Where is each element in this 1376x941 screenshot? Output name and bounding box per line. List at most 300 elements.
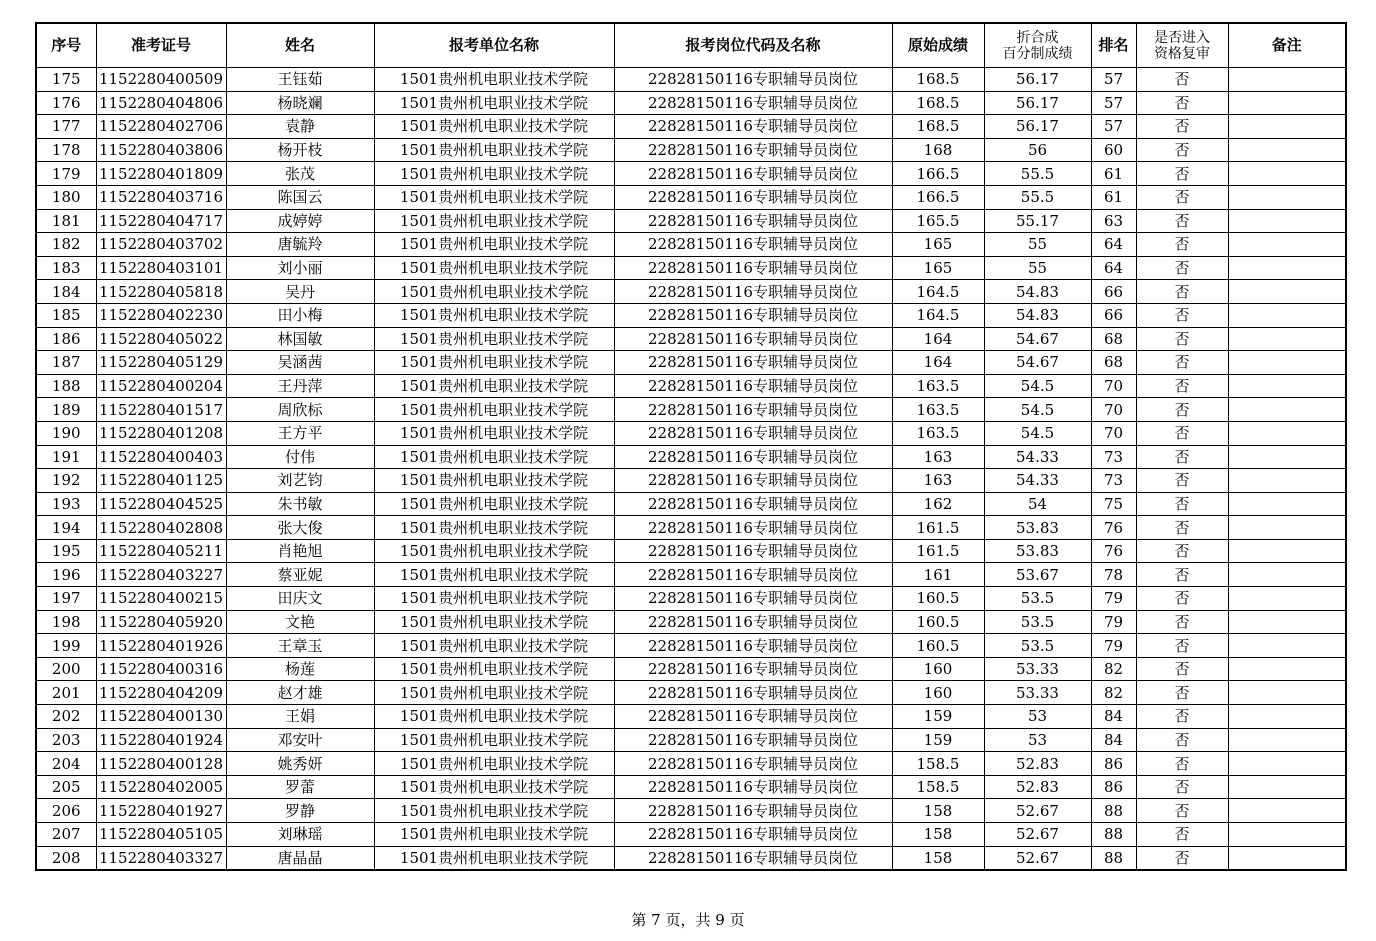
cell-review: 否: [1136, 185, 1228, 209]
table-body: [36, 68, 1346, 871]
cell-remark: [1228, 752, 1346, 776]
cell-pct-score: 55.5: [984, 185, 1091, 209]
table-row: [36, 657, 1346, 681]
cell-seq: 177: [36, 115, 96, 139]
cell-ticket: 1152280400316: [96, 657, 226, 681]
score-table: [35, 22, 1347, 871]
cell-remark: [1228, 115, 1346, 139]
cell-pct-score: 53.83: [984, 516, 1091, 540]
cell-raw-score: 160: [892, 681, 984, 705]
cell-review: 否: [1136, 233, 1228, 257]
cell-pct-score: 56.17: [984, 91, 1091, 115]
cell-raw-score: 164: [892, 351, 984, 375]
table-row: [36, 303, 1346, 327]
cell-pct-score: 53.83: [984, 539, 1091, 563]
cell-name: 刘小丽: [226, 256, 374, 280]
cell-unit: 1501贵州机电职业技术学院: [374, 681, 614, 705]
cell-remark: [1228, 469, 1346, 493]
cell-raw-score: 164.5: [892, 280, 984, 304]
cell-ticket: 1152280401809: [96, 162, 226, 186]
cell-remark: [1228, 445, 1346, 469]
cell-remark: [1228, 799, 1346, 823]
cell-raw-score: 158.5: [892, 775, 984, 799]
table-row: [36, 68, 1346, 92]
cell-review: 否: [1136, 775, 1228, 799]
cell-name: 赵才雄: [226, 681, 374, 705]
cell-review: 否: [1136, 68, 1228, 92]
cell-position: 22828150116专职辅导员岗位: [614, 327, 892, 351]
cell-name: 张大俊: [226, 516, 374, 540]
cell-name: 杨晓斓: [226, 91, 374, 115]
table-row: [36, 823, 1346, 847]
cell-review: 否: [1136, 587, 1228, 611]
table-row: [36, 138, 1346, 162]
cell-raw-score: 158: [892, 823, 984, 847]
cell-pct-score: 56: [984, 138, 1091, 162]
cell-remark: [1228, 610, 1346, 634]
cell-review: 否: [1136, 752, 1228, 776]
cell-name: 唐晶晶: [226, 846, 374, 870]
cell-ticket: 1152280400130: [96, 705, 226, 729]
table-row: [36, 799, 1346, 823]
cell-seq: 205: [36, 775, 96, 799]
cell-rank: 79: [1091, 634, 1136, 658]
cell-remark: [1228, 209, 1346, 233]
cell-name: 王娟: [226, 705, 374, 729]
cell-unit: 1501贵州机电职业技术学院: [374, 421, 614, 445]
cell-pct-score: 53.67: [984, 563, 1091, 587]
cell-rank: 64: [1091, 233, 1136, 257]
cell-review: 否: [1136, 256, 1228, 280]
cell-name: 朱书敏: [226, 492, 374, 516]
cell-rank: 73: [1091, 445, 1136, 469]
cell-ticket: 1152280400215: [96, 587, 226, 611]
cell-remark: [1228, 634, 1346, 658]
cell-rank: 61: [1091, 162, 1136, 186]
cell-unit: 1501贵州机电职业技术学院: [374, 115, 614, 139]
table-row: [36, 610, 1346, 634]
cell-ticket: 1152280402706: [96, 115, 226, 139]
cell-unit: 1501贵州机电职业技术学院: [374, 657, 614, 681]
cell-unit: 1501贵州机电职业技术学院: [374, 351, 614, 375]
cell-name: 罗蕾: [226, 775, 374, 799]
cell-seq: 179: [36, 162, 96, 186]
cell-pct-score: 52.83: [984, 752, 1091, 776]
cell-unit: 1501贵州机电职业技术学院: [374, 492, 614, 516]
cell-position: 22828150116专职辅导员岗位: [614, 209, 892, 233]
cell-unit: 1501贵州机电职业技术学院: [374, 374, 614, 398]
cell-remark: [1228, 681, 1346, 705]
cell-rank: 66: [1091, 303, 1136, 327]
cell-unit: 1501贵州机电职业技术学院: [374, 516, 614, 540]
cell-rank: 88: [1091, 846, 1136, 870]
cell-position: 22828150116专职辅导员岗位: [614, 162, 892, 186]
cell-remark: [1228, 327, 1346, 351]
cell-seq: 194: [36, 516, 96, 540]
cell-unit: 1501贵州机电职业技术学院: [374, 209, 614, 233]
cell-name: 成婷婷: [226, 209, 374, 233]
cell-rank: 66: [1091, 280, 1136, 304]
cell-review: 否: [1136, 138, 1228, 162]
cell-remark: [1228, 728, 1346, 752]
cell-unit: 1501贵州机电职业技术学院: [374, 823, 614, 847]
cell-seq: 199: [36, 634, 96, 658]
cell-ticket: 1152280405211: [96, 539, 226, 563]
cell-ticket: 1152280400204: [96, 374, 226, 398]
cell-seq: 187: [36, 351, 96, 375]
cell-position: 22828150116专职辅导员岗位: [614, 91, 892, 115]
cell-pct-score: 53.5: [984, 634, 1091, 658]
cell-seq: 181: [36, 209, 96, 233]
cell-name: 王钰茹: [226, 68, 374, 92]
cell-unit: 1501贵州机电职业技术学院: [374, 539, 614, 563]
cell-rank: 86: [1091, 752, 1136, 776]
cell-remark: [1228, 256, 1346, 280]
cell-seq: 202: [36, 705, 96, 729]
cell-pct-score: 52.67: [984, 823, 1091, 847]
cell-seq: 180: [36, 185, 96, 209]
cell-unit: 1501贵州机电职业技术学院: [374, 91, 614, 115]
cell-position: 22828150116专职辅导员岗位: [614, 492, 892, 516]
cell-seq: 192: [36, 469, 96, 493]
cell-rank: 70: [1091, 398, 1136, 422]
table-row: [36, 516, 1346, 540]
cell-position: 22828150116专职辅导员岗位: [614, 516, 892, 540]
header-rank: 排名: [1091, 23, 1136, 68]
cell-pct-score: 52.83: [984, 775, 1091, 799]
cell-seq: 207: [36, 823, 96, 847]
cell-review: 否: [1136, 398, 1228, 422]
cell-raw-score: 164: [892, 327, 984, 351]
cell-raw-score: 163.5: [892, 421, 984, 445]
table-row: [36, 752, 1346, 776]
cell-rank: 88: [1091, 799, 1136, 823]
cell-remark: [1228, 68, 1346, 92]
cell-pct-score: 54: [984, 492, 1091, 516]
cell-raw-score: 164.5: [892, 303, 984, 327]
cell-review: 否: [1136, 634, 1228, 658]
cell-review: 否: [1136, 469, 1228, 493]
cell-raw-score: 165: [892, 256, 984, 280]
cell-rank: 84: [1091, 728, 1136, 752]
cell-raw-score: 168.5: [892, 115, 984, 139]
cell-name: 王章玉: [226, 634, 374, 658]
cell-ticket: 1152280404525: [96, 492, 226, 516]
cell-seq: 183: [36, 256, 96, 280]
cell-unit: 1501贵州机电职业技术学院: [374, 775, 614, 799]
cell-raw-score: 165: [892, 233, 984, 257]
cell-remark: [1228, 846, 1346, 870]
cell-unit: 1501贵州机电职业技术学院: [374, 752, 614, 776]
cell-review: 否: [1136, 681, 1228, 705]
cell-rank: 78: [1091, 563, 1136, 587]
cell-name: 王丹萍: [226, 374, 374, 398]
cell-seq: 188: [36, 374, 96, 398]
cell-seq: 175: [36, 68, 96, 92]
header-seq: 序号: [36, 23, 96, 68]
cell-name: 刘琳瑶: [226, 823, 374, 847]
cell-review: 否: [1136, 492, 1228, 516]
cell-seq: 184: [36, 280, 96, 304]
cell-name: 吴涵茜: [226, 351, 374, 375]
cell-review: 否: [1136, 162, 1228, 186]
cell-unit: 1501贵州机电职业技术学院: [374, 610, 614, 634]
table-row: [36, 209, 1346, 233]
cell-unit: 1501贵州机电职业技术学院: [374, 398, 614, 422]
cell-position: 22828150116专职辅导员岗位: [614, 563, 892, 587]
cell-remark: [1228, 280, 1346, 304]
table-row: [36, 185, 1346, 209]
cell-remark: [1228, 705, 1346, 729]
cell-remark: [1228, 91, 1346, 115]
cell-rank: 76: [1091, 516, 1136, 540]
cell-pct-score: 55: [984, 233, 1091, 257]
table-row: [36, 469, 1346, 493]
cell-remark: [1228, 185, 1346, 209]
cell-remark: [1228, 657, 1346, 681]
cell-unit: 1501贵州机电职业技术学院: [374, 68, 614, 92]
cell-position: 22828150116专职辅导员岗位: [614, 705, 892, 729]
cell-ticket: 1152280401926: [96, 634, 226, 658]
cell-seq: 196: [36, 563, 96, 587]
cell-pct-score: 53.5: [984, 587, 1091, 611]
cell-review: 否: [1136, 115, 1228, 139]
cell-pct-score: 54.83: [984, 303, 1091, 327]
cell-review: 否: [1136, 445, 1228, 469]
cell-ticket: 1152280401924: [96, 728, 226, 752]
cell-ticket: 1152280402005: [96, 775, 226, 799]
cell-name: 田庆文: [226, 587, 374, 611]
cell-remark: [1228, 563, 1346, 587]
cell-position: 22828150116专职辅导员岗位: [614, 280, 892, 304]
cell-review: 否: [1136, 516, 1228, 540]
cell-ticket: 1152280401208: [96, 421, 226, 445]
cell-ticket: 1152280404717: [96, 209, 226, 233]
cell-remark: [1228, 492, 1346, 516]
cell-position: 22828150116专职辅导员岗位: [614, 303, 892, 327]
header-ticket: 准考证号: [96, 23, 226, 68]
cell-seq: 191: [36, 445, 96, 469]
cell-raw-score: 168: [892, 138, 984, 162]
cell-seq: 189: [36, 398, 96, 422]
table-row: [36, 563, 1346, 587]
cell-ticket: 1152280403101: [96, 256, 226, 280]
table-row: [36, 775, 1346, 799]
cell-remark: [1228, 823, 1346, 847]
cell-review: 否: [1136, 327, 1228, 351]
cell-position: 22828150116专职辅导员岗位: [614, 681, 892, 705]
cell-pct-score: 54.83: [984, 280, 1091, 304]
header-review-line1: 是否进入: [1154, 29, 1210, 46]
cell-ticket: 1152280401927: [96, 799, 226, 823]
cell-seq: 200: [36, 657, 96, 681]
cell-name: 袁静: [226, 115, 374, 139]
page-footer: 第 7 页，共 9 页: [631, 911, 745, 929]
cell-ticket: 1152280403806: [96, 138, 226, 162]
cell-raw-score: 159: [892, 728, 984, 752]
cell-unit: 1501贵州机电职业技术学院: [374, 728, 614, 752]
cell-pct-score: 55: [984, 256, 1091, 280]
cell-remark: [1228, 351, 1346, 375]
cell-position: 22828150116专职辅导员岗位: [614, 823, 892, 847]
header-raw-score: 原始成绩: [892, 23, 984, 68]
cell-unit: 1501贵州机电职业技术学院: [374, 846, 614, 870]
cell-position: 22828150116专职辅导员岗位: [614, 421, 892, 445]
cell-position: 22828150116专职辅导员岗位: [614, 539, 892, 563]
cell-review: 否: [1136, 610, 1228, 634]
cell-rank: 57: [1091, 68, 1136, 92]
cell-rank: 82: [1091, 657, 1136, 681]
cell-position: 22828150116专职辅导员岗位: [614, 657, 892, 681]
table-row: [36, 327, 1346, 351]
cell-raw-score: 168.5: [892, 68, 984, 92]
cell-rank: 68: [1091, 351, 1136, 375]
cell-unit: 1501贵州机电职业技术学院: [374, 634, 614, 658]
cell-position: 22828150116专职辅导员岗位: [614, 138, 892, 162]
table-row: [36, 115, 1346, 139]
cell-position: 22828150116专职辅导员岗位: [614, 610, 892, 634]
cell-pct-score: 54.33: [984, 445, 1091, 469]
cell-pct-score: 56.17: [984, 68, 1091, 92]
cell-pct-score: 53.33: [984, 657, 1091, 681]
cell-pct-score: 54.33: [984, 469, 1091, 493]
cell-rank: 82: [1091, 681, 1136, 705]
cell-raw-score: 168.5: [892, 91, 984, 115]
table-row: [36, 492, 1346, 516]
cell-review: 否: [1136, 91, 1228, 115]
cell-rank: 68: [1091, 327, 1136, 351]
table-row: [36, 421, 1346, 445]
cell-ticket: 1152280402230: [96, 303, 226, 327]
cell-ticket: 1152280405818: [96, 280, 226, 304]
cell-unit: 1501贵州机电职业技术学院: [374, 303, 614, 327]
header-row: [36, 23, 1346, 68]
cell-ticket: 1152280400403: [96, 445, 226, 469]
cell-pct-score: 55.5: [984, 162, 1091, 186]
cell-seq: 182: [36, 233, 96, 257]
cell-pct-score: 54.5: [984, 374, 1091, 398]
cell-ticket: 1152280400128: [96, 752, 226, 776]
table-row: [36, 634, 1346, 658]
cell-seq: 198: [36, 610, 96, 634]
cell-position: 22828150116专职辅导员岗位: [614, 587, 892, 611]
cell-ticket: 1152280404806: [96, 91, 226, 115]
cell-position: 22828150116专职辅导员岗位: [614, 351, 892, 375]
cell-position: 22828150116专职辅导员岗位: [614, 752, 892, 776]
cell-rank: 57: [1091, 115, 1136, 139]
cell-name: 林国敏: [226, 327, 374, 351]
cell-raw-score: 160.5: [892, 634, 984, 658]
cell-review: 否: [1136, 421, 1228, 445]
cell-seq: 197: [36, 587, 96, 611]
cell-seq: 201: [36, 681, 96, 705]
table-row: [36, 728, 1346, 752]
cell-ticket: 1152280405129: [96, 351, 226, 375]
cell-unit: 1501贵州机电职业技术学院: [374, 162, 614, 186]
cell-pct-score: 54.5: [984, 421, 1091, 445]
cell-pct-score: 53.33: [984, 681, 1091, 705]
cell-position: 22828150116专职辅导员岗位: [614, 374, 892, 398]
cell-review: 否: [1136, 728, 1228, 752]
cell-name: 王方平: [226, 421, 374, 445]
header-pct-score-line2: 百分制成绩: [1002, 45, 1073, 62]
cell-review: 否: [1136, 823, 1228, 847]
table-row: [36, 280, 1346, 304]
table-row: [36, 233, 1346, 257]
cell-ticket: 1152280405022: [96, 327, 226, 351]
cell-name: 田小梅: [226, 303, 374, 327]
cell-position: 22828150116专职辅导员岗位: [614, 799, 892, 823]
cell-unit: 1501贵州机电职业技术学院: [374, 445, 614, 469]
cell-position: 22828150116专职辅导员岗位: [614, 233, 892, 257]
cell-position: 22828150116专职辅导员岗位: [614, 728, 892, 752]
cell-position: 22828150116专职辅导员岗位: [614, 469, 892, 493]
table-row: [36, 539, 1346, 563]
cell-pct-score: 54.67: [984, 327, 1091, 351]
header-review-line2: 资格复审: [1154, 45, 1210, 62]
cell-name: 张茂: [226, 162, 374, 186]
cell-name: 陈国云: [226, 185, 374, 209]
cell-position: 22828150116专职辅导员岗位: [614, 115, 892, 139]
table-row: [36, 846, 1346, 870]
cell-remark: [1228, 587, 1346, 611]
header-unit: 报考单位名称: [374, 23, 614, 68]
cell-seq: 204: [36, 752, 96, 776]
cell-raw-score: 160.5: [892, 610, 984, 634]
cell-rank: 64: [1091, 256, 1136, 280]
header-position: 报考岗位代码及名称: [614, 23, 892, 68]
cell-review: 否: [1136, 280, 1228, 304]
cell-position: 22828150116专职辅导员岗位: [614, 634, 892, 658]
cell-pct-score: 53: [984, 705, 1091, 729]
cell-raw-score: 163: [892, 469, 984, 493]
table-row: [36, 705, 1346, 729]
cell-ticket: 1152280404209: [96, 681, 226, 705]
cell-rank: 76: [1091, 539, 1136, 563]
cell-pct-score: 56.17: [984, 115, 1091, 139]
cell-raw-score: 163.5: [892, 374, 984, 398]
table-row: [36, 374, 1346, 398]
cell-ticket: 1152280403227: [96, 563, 226, 587]
cell-name: 肖艳旭: [226, 539, 374, 563]
cell-seq: 206: [36, 799, 96, 823]
cell-pct-score: 55.17: [984, 209, 1091, 233]
cell-ticket: 1152280401517: [96, 398, 226, 422]
cell-review: 否: [1136, 563, 1228, 587]
cell-remark: [1228, 233, 1346, 257]
cell-ticket: 1152280403716: [96, 185, 226, 209]
cell-seq: 193: [36, 492, 96, 516]
cell-raw-score: 166.5: [892, 162, 984, 186]
cell-rank: 70: [1091, 421, 1136, 445]
cell-position: 22828150116专职辅导员岗位: [614, 445, 892, 469]
cell-rank: 57: [1091, 91, 1136, 115]
table-row: [36, 681, 1346, 705]
cell-review: 否: [1136, 705, 1228, 729]
cell-pct-score: 54.67: [984, 351, 1091, 375]
cell-raw-score: 165.5: [892, 209, 984, 233]
table-row: [36, 587, 1346, 611]
cell-rank: 88: [1091, 823, 1136, 847]
cell-seq: 208: [36, 846, 96, 870]
header-pct-score-line1: 折合成: [1016, 29, 1059, 46]
cell-raw-score: 161: [892, 563, 984, 587]
cell-ticket: 1152280402808: [96, 516, 226, 540]
cell-review: 否: [1136, 303, 1228, 327]
cell-seq: 195: [36, 539, 96, 563]
cell-pct-score: 54.5: [984, 398, 1091, 422]
table-row: [36, 398, 1346, 422]
